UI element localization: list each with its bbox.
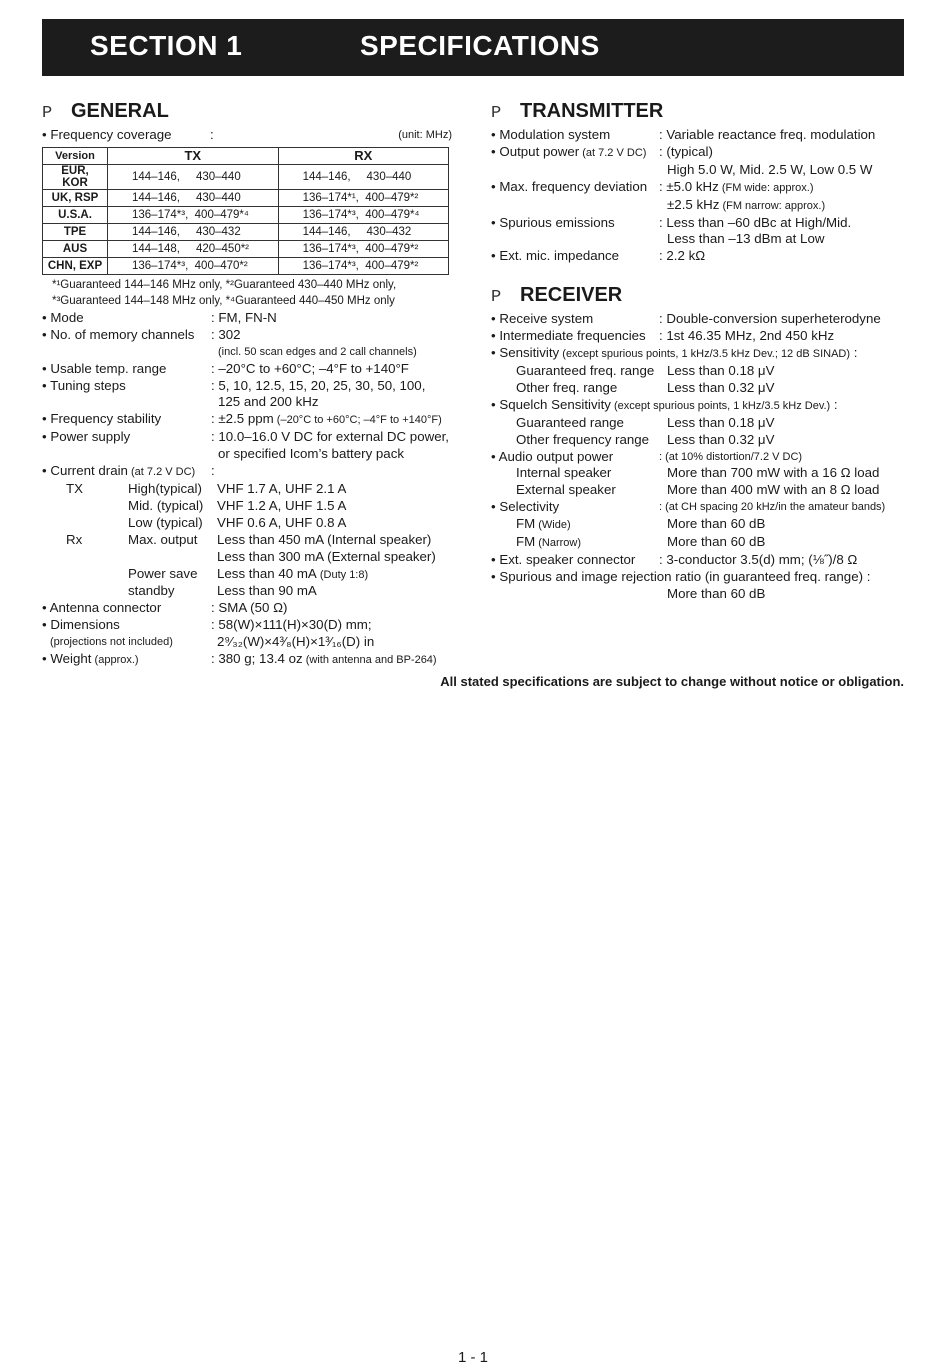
fm-narrow-row xyxy=(491,534,906,552)
squelch-other-row xyxy=(491,432,906,449)
table-row xyxy=(43,206,449,223)
internal-speaker-value: More than 700 mW with a 16 Ω load xyxy=(667,465,880,481)
table-cell: U.S.A. xyxy=(43,206,108,223)
temp-label: • Usable temp. range xyxy=(42,360,167,376)
dimensions-value: : 58(W)×111(H)×30(D) mm; xyxy=(211,617,372,633)
drain-low-row xyxy=(42,515,452,532)
deviation-note-2: (FM narrow: approx.) xyxy=(719,199,826,212)
drain-high-label: High(typical) xyxy=(128,480,202,496)
section-title: SPECIFICATIONS xyxy=(360,30,600,61)
table-header: RX xyxy=(278,147,448,164)
table-cell: AUS xyxy=(43,240,108,257)
dimensions-value-2: 2⁹⁄₃₂(W)×4³⁄₈(H)×1³⁄₁₆(D) in xyxy=(217,634,375,650)
drain-standby-row xyxy=(42,583,452,600)
table-cell: 136–174*³, 400–479*² xyxy=(278,257,448,274)
weight-row xyxy=(42,651,452,669)
output-label: • Output power xyxy=(491,143,580,159)
mode-label: • Mode xyxy=(42,309,84,325)
disclaimer-notice: All stated specifications are subject to change without notice or obligation. xyxy=(440,674,904,689)
antenna-value: : SMA (50 Ω) xyxy=(211,600,288,616)
memory-sub: (incl. 50 scan edges and 2 call channels) xyxy=(218,345,417,358)
squelch-guaranteed-value: Less than 0.18 μV xyxy=(667,414,775,430)
receiver-heading: RECEIVER xyxy=(520,284,623,307)
fm-wide-value: More than 60 dB xyxy=(667,516,766,532)
sensitivity-note: (except spurious points, 1 kHz/3.5 kHz Dev.; 12 dB SINAD) xyxy=(559,348,851,361)
drain-psave-row xyxy=(42,566,452,584)
temp-row xyxy=(42,361,452,378)
weight-value: : 380 g; 13.4 oz xyxy=(211,651,303,667)
drain-colon: : xyxy=(211,463,215,479)
table-row xyxy=(43,257,449,274)
drain-maxout-value-2: Less than 300 mA (External speaker) xyxy=(217,548,436,564)
dimensions-row-2 xyxy=(42,634,452,651)
output-row xyxy=(491,144,906,162)
section-banner xyxy=(42,19,904,76)
drain-psave-label: Power save xyxy=(128,565,198,581)
speaker-connector-label: • Ext. speaker connector xyxy=(491,551,636,567)
image-rejection-row xyxy=(491,569,906,586)
drain-mid-value: VHF 1.2 A, UHF 1.5 A xyxy=(217,497,347,513)
output-row-2 xyxy=(491,162,906,179)
dimensions-label: • Dimensions xyxy=(42,617,120,633)
audio-label: • Audio output power xyxy=(491,448,614,464)
modulation-value: : Variable reactance freq. modulation xyxy=(659,127,876,142)
sensitivity-label: • Sensitivity xyxy=(491,345,560,361)
modulation-row xyxy=(491,127,906,144)
section-number: SECTION 1 xyxy=(90,30,243,61)
receiver-header xyxy=(491,284,906,310)
transmitter-heading: TRANSMITTER xyxy=(520,100,664,122)
squelch-label: • Squelch Sensitivity xyxy=(491,396,611,412)
sensitivity-guaranteed-label: Guaranteed freq. range xyxy=(516,362,655,378)
power-label: • Power supply xyxy=(42,429,131,445)
frequency-table xyxy=(42,147,449,275)
squelch-note: (except spurious points, 1 kHz/3.5 kHz Dev.) xyxy=(610,399,831,412)
table-cell: 136–174*³, 400–470*² xyxy=(108,257,279,274)
general-header xyxy=(42,100,452,126)
freq-coverage-label: • Frequency coverage xyxy=(42,127,172,142)
speaker-connector-row xyxy=(491,552,906,569)
table-cell: 136–174*¹, 400–479*² xyxy=(278,189,448,206)
drain-mid-row xyxy=(42,498,452,515)
table-cell: 136–174*³, 400–479*⁴ xyxy=(278,206,448,223)
dimensions-row xyxy=(42,617,452,634)
receive-system-label: • Receive system xyxy=(491,311,594,327)
drain-maxout-label: Max. output xyxy=(128,531,198,547)
spurious-value-2: Less than –13 dBm at Low xyxy=(667,231,825,247)
selectivity-label: • Selectivity xyxy=(491,499,560,515)
deviation-label: • Max. frequency deviation xyxy=(491,178,648,194)
image-rejection-value: More than 60 dB xyxy=(667,585,766,601)
external-speaker-row xyxy=(491,482,906,499)
drain-high-row xyxy=(42,481,452,498)
freq-coverage-row xyxy=(42,127,452,144)
drain-low-label: Low (typical) xyxy=(128,514,203,530)
output-value-2: High 5.0 W, Mid. 2.5 W, Low 0.5 W xyxy=(667,161,873,177)
mode-row xyxy=(42,310,452,327)
drain-maxout-row xyxy=(42,532,452,549)
tuning-value: : 5, 10, 12.5, 15, 20, 25, 30, 50, 100, xyxy=(211,377,426,393)
drain-rx-label: Rx xyxy=(66,531,83,547)
drain-maxout-value: Less than 450 mA (Internal speaker) xyxy=(217,531,432,547)
table-cell: 144–146, 430–432 xyxy=(278,223,448,240)
tuning-value-2: 125 and 200 kHz xyxy=(218,394,319,410)
table-cell: EUR, KOR xyxy=(43,164,108,189)
modulation-label: • Modulation system xyxy=(491,127,611,142)
drain-mid-label: Mid. (typical) xyxy=(128,497,204,513)
drain-maxout-row-2 xyxy=(42,549,452,566)
weight-label: • Weight xyxy=(42,651,92,667)
general-column xyxy=(42,100,452,669)
deviation-value: : ±5.0 kHz xyxy=(659,178,719,194)
sensitivity-other-value: Less than 0.32 μV xyxy=(667,379,775,395)
transmitter-header xyxy=(491,100,906,126)
external-speaker-value: More than 400 mW with an 8 Ω load xyxy=(667,482,880,498)
antenna-label: • Antenna connector xyxy=(42,600,162,616)
page-number: 1 - 1 xyxy=(458,1349,489,1366)
deviation-row-2 xyxy=(491,197,906,215)
mic-value: : 2.2 kΩ xyxy=(659,248,706,264)
bullet-mark-icon: P xyxy=(491,104,502,123)
if-row xyxy=(491,328,906,345)
sensitivity-other-row xyxy=(491,380,906,397)
squelch-colon: : xyxy=(830,396,838,412)
speaker-connector-value: : 3-conductor 3.5(d) mm; (⅛˝)/8 Ω xyxy=(659,551,858,567)
power-value-2: or specified Icom’s battery pack xyxy=(218,446,404,462)
external-speaker-label: External speaker xyxy=(516,482,616,498)
spurious-row xyxy=(491,215,906,232)
audio-row xyxy=(491,449,906,466)
table-cell: UK, RSP xyxy=(43,189,108,206)
internal-speaker-row xyxy=(491,465,906,482)
internal-speaker-label: Internal speaker xyxy=(516,465,612,481)
if-label: • Intermediate frequencies xyxy=(491,328,646,344)
mic-row xyxy=(491,248,906,265)
fm-narrow-note: (Narrow) xyxy=(535,537,582,550)
bullet-mark-icon: P xyxy=(491,288,502,308)
weight-note-2: (with antenna and BP-264) xyxy=(302,654,437,667)
stability-row xyxy=(42,411,452,429)
stability-range: (–20°C to +60°C; –4°F to +140°F) xyxy=(273,414,442,427)
selectivity-row xyxy=(491,499,906,516)
drain-label: • Current drain xyxy=(42,463,128,479)
squelch-other-value: Less than 0.32 μV xyxy=(667,431,775,447)
image-rejection-row-2 xyxy=(491,586,906,603)
sensitivity-colon: : xyxy=(850,345,858,361)
sensitivity-row xyxy=(491,345,906,363)
fm-wide-label: FM xyxy=(516,516,536,532)
spurious-value: : Less than –60 dBc at High/Mid. xyxy=(659,214,852,230)
table-cell: 144–146, 430–440 xyxy=(108,164,279,189)
drain-standby-value: Less than 90 mA xyxy=(217,583,317,599)
footnote-2: *³Guaranteed 144–148 MHz only, *⁴Guaranteed 440–450 MHz only xyxy=(52,295,395,308)
drain-note: (at 7.2 V DC) xyxy=(127,466,196,479)
deviation-row xyxy=(491,179,906,197)
table-cell: 144–146, 430–440 xyxy=(108,189,279,206)
deviation-note: (FM wide: approx.) xyxy=(718,181,814,194)
drain-psave-duty: (Duty 1:8) xyxy=(316,568,369,581)
table-cell: CHN, EXP xyxy=(43,257,108,274)
squelch-guaranteed-label: Guaranteed range xyxy=(516,414,624,430)
footnote-1: *¹Guaranteed 144–146 MHz only, *²Guaranteed 430–440 MHz only, xyxy=(52,278,397,291)
power-row-2 xyxy=(42,446,452,463)
antenna-row xyxy=(42,600,452,617)
if-value: : 1st 46.35 MHz, 2nd 450 kHz xyxy=(659,328,835,344)
sensitivity-guaranteed-value: Less than 0.18 μV xyxy=(667,362,775,378)
table-header: TX xyxy=(108,147,279,164)
image-rejection-label: • Spurious and image rejection ratio (in guaranteed freq. range) : xyxy=(491,568,871,584)
drain-psave-value: Less than 40 mA xyxy=(217,565,317,581)
table-cell: 144–148, 420–450*² xyxy=(108,240,279,257)
squelch-row xyxy=(491,397,906,415)
table-cell: 136–174*³, 400–479*⁴ xyxy=(108,206,279,223)
drain-row xyxy=(42,463,452,481)
table-cell: 136–174*³, 400–479*² xyxy=(278,240,448,257)
selectivity-value: : (at CH spacing 20 kHz/in the amateur bands) xyxy=(659,501,886,514)
table-row xyxy=(43,223,449,240)
stability-value: : ±2.5 ppm xyxy=(211,411,274,427)
temp-value: : –20°C to +60°C; –4°F to +140°F xyxy=(211,360,409,376)
deviation-value-2: ±2.5 kHz xyxy=(667,196,720,212)
fm-narrow-value: More than 60 dB xyxy=(667,534,766,550)
drain-standby-label: standby xyxy=(128,583,175,599)
table-row xyxy=(43,240,449,257)
memory-value: : 302 xyxy=(211,326,241,342)
weight-note: (approx.) xyxy=(91,654,139,667)
mode-value: : FM, FN-N xyxy=(211,309,277,325)
memory-label: • No. of memory channels xyxy=(42,326,195,342)
general-heading: GENERAL xyxy=(71,100,169,122)
table-header: Version xyxy=(43,147,108,164)
transmitter-receiver-column xyxy=(491,100,906,603)
drain-low-value: VHF 0.6 A, UHF 0.8 A xyxy=(217,514,347,530)
bullet-mark-icon: P xyxy=(42,104,53,123)
audio-value: : (at 10% distortion/7.2 V DC) xyxy=(659,450,803,463)
tuning-label: • Tuning steps xyxy=(42,377,126,393)
table-cell: 144–146, 430–432 xyxy=(108,223,279,240)
table-row xyxy=(43,189,449,206)
fm-narrow-label: FM xyxy=(516,534,536,550)
sensitivity-other-label: Other freq. range xyxy=(516,379,618,395)
memory-sub-row xyxy=(42,344,452,361)
receive-system-row xyxy=(491,311,906,328)
drain-high-value: VHF 1.7 A, UHF 2.1 A xyxy=(217,480,347,496)
drain-tx-label: TX xyxy=(66,480,83,496)
tuning-row xyxy=(42,378,452,395)
power-value: : 10.0–16.0 V DC for external DC power, xyxy=(211,429,449,445)
memory-row xyxy=(42,327,452,344)
spurious-label: • Spurious emissions xyxy=(491,214,615,230)
power-row xyxy=(42,429,452,446)
spurious-row-2 xyxy=(491,231,906,248)
table-cell: TPE xyxy=(43,223,108,240)
mic-label: • Ext. mic. impedance xyxy=(491,248,620,264)
fm-wide-row xyxy=(491,516,906,534)
dimensions-note: (projections not included) xyxy=(50,636,173,649)
freq-coverage-colon: : xyxy=(210,127,214,142)
receive-system-value: : Double-conversion superheterodyne xyxy=(659,311,881,327)
fm-wide-note: (Wide) xyxy=(535,519,571,532)
squelch-other-label: Other frequency range xyxy=(516,431,650,447)
output-value: : (typical) xyxy=(659,143,713,159)
stability-label: • Frequency stability xyxy=(42,411,162,427)
sensitivity-guaranteed-row xyxy=(491,363,906,380)
squelch-guaranteed-row xyxy=(491,415,906,432)
table-cell: 144–146, 430–440 xyxy=(278,164,448,189)
freq-unit: (unit: MHz) xyxy=(398,129,452,141)
table-header-row xyxy=(43,147,449,164)
table-row xyxy=(43,164,449,189)
tuning-row-2 xyxy=(42,394,452,411)
output-note: (at 7.2 V DC) xyxy=(579,146,647,159)
